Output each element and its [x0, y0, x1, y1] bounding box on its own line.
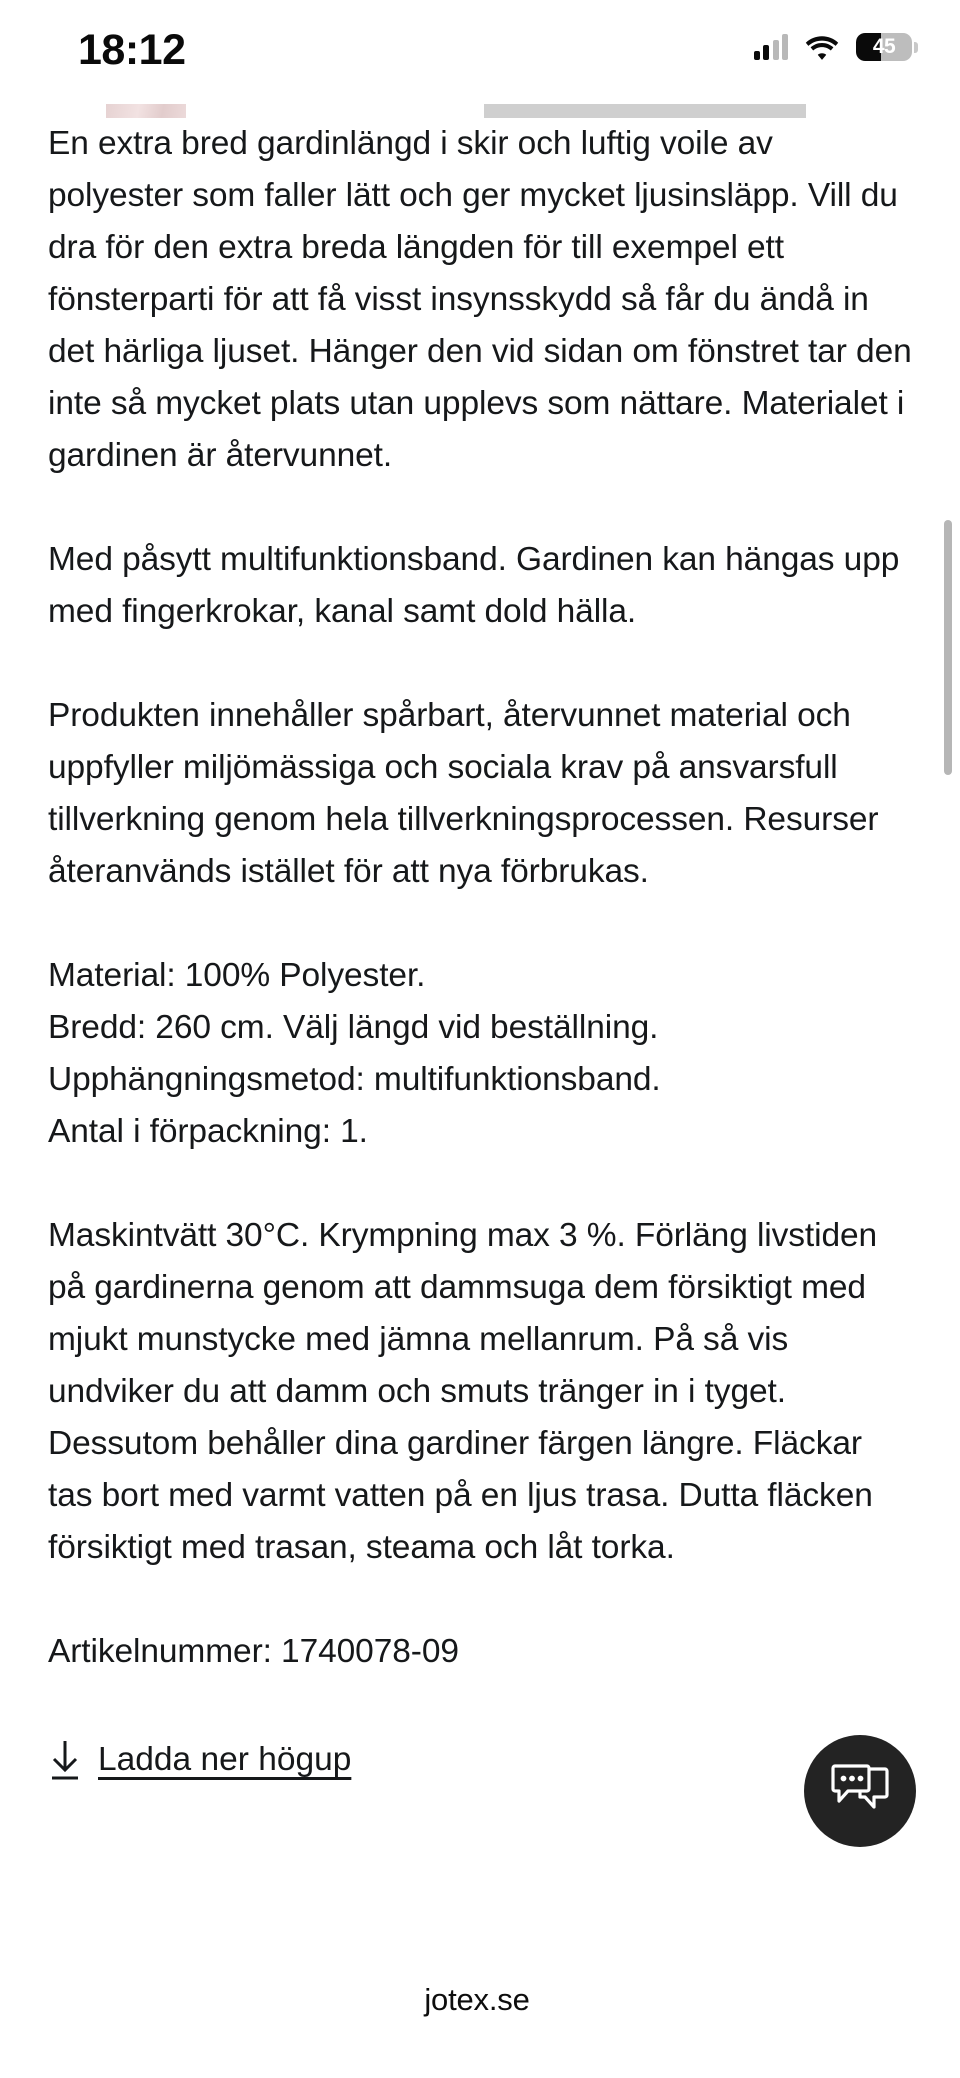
specification-block: [48, 950, 912, 1158]
status-bar: [0, 0, 960, 102]
battery-percent-label: 45: [872, 35, 896, 58]
battery-cap: [914, 42, 918, 53]
content-bar-sliver: [484, 104, 806, 118]
spec-material: Material: 100% Polyester.: [48, 957, 426, 994]
description-paragraph: En extra bred gardinlängd i skir och luftig voile av polyester som faller lätt och ger mycket ljusinsläpp. Vill du dra för den extra breda längden för till exempel ett fönsterparti för att få visst insynsskydd så får du ändå in det härliga ljuset. Hänger den vid sidan om fönstret tar den inte så mycket plats utan upplevs som nättare. Materialet i gardinen är återvunnet.: [48, 125, 912, 474]
vertical-scrollbar[interactable]: [944, 130, 952, 2030]
article-number: Artikelnummer: 1740078-09: [48, 1633, 459, 1670]
cellular-signal-icon: [754, 34, 789, 60]
battery-icon: [856, 33, 912, 61]
spec-hanging-method: Upphängningsmetod: multifunktionsband.: [48, 1061, 661, 1098]
download-link-label[interactable]: Ladda ner högup: [98, 1741, 352, 1778]
product-thumbnail-sliver[interactable]: [106, 104, 186, 118]
chat-support-button[interactable]: [804, 1735, 916, 1847]
download-arrow-icon: [48, 1739, 82, 1781]
scrolled-content-edge: [0, 102, 960, 118]
status-bar-indicators: [754, 33, 913, 61]
care-instructions-paragraph: Maskintvätt 30°C. Krympning max 3 %. Förläng livstiden på gardinerna genom att dammsuga dem försiktigt med mjukt munstycke med jämna mellanrum. På så vis undviker du att damm och smuts tränger in i tyget. Dessutom behåller dina gardiner färgen längre. Fläckar tas bort med varmt vatten på en ljus trasa. Dutta fläcken försiktigt med trasan, steama och låt torka.: [48, 1217, 878, 1566]
spec-quantity: Antal i förpackning: 1.: [48, 1113, 368, 1150]
url-bar-text: jotex.se: [424, 1982, 530, 2017]
status-bar-clock: 18:12: [78, 26, 186, 74]
sustainability-paragraph: Produkten innehåller spårbart, återvunnet material och uppfyller miljömässiga och sociala krav på ansvarsfull tillverkning genom hela tillverkningsprocessen. Resurser återanvänds istället för att nya förbrukas.: [48, 697, 879, 890]
chat-bubbles-icon: [830, 1763, 890, 1820]
wifi-icon: [805, 34, 839, 60]
hanging-paragraph: Med påsytt multifunktionsband. Gardinen kan hängas upp med fingerkrokar, kanal samt dold hälla.: [48, 541, 900, 630]
url-bar-pill[interactable]: [383, 1963, 571, 2037]
download-link-row[interactable]: [48, 1738, 912, 1782]
scrollbar-thumb[interactable]: [944, 520, 952, 775]
spec-width: Bredd: 260 cm. Välj längd vid beställning.: [48, 1009, 659, 1046]
